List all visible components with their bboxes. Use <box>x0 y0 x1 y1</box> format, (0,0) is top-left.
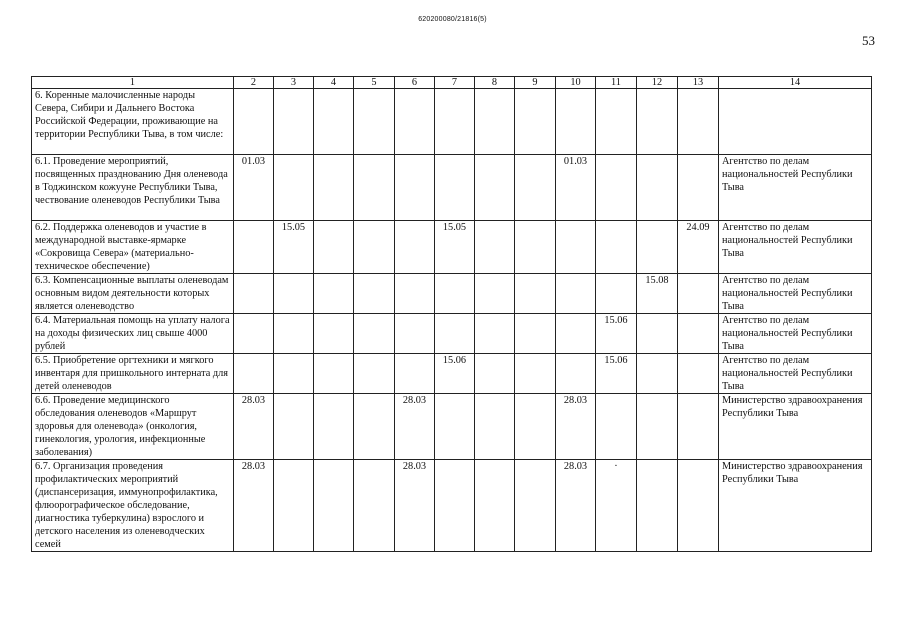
column-header: 10 <box>556 77 596 89</box>
date-cell <box>475 460 515 552</box>
date-cell <box>354 155 395 221</box>
date-cell: 15.05 <box>274 221 314 274</box>
date-cell: 28.03 <box>395 394 435 460</box>
table-row <box>32 354 872 394</box>
date-cell: 01.03 <box>556 155 596 221</box>
table-row <box>32 314 872 354</box>
date-cell: 01.03 <box>234 155 274 221</box>
date-cell <box>435 460 475 552</box>
date-cell: 15.06 <box>435 354 475 394</box>
date-cell <box>314 155 354 221</box>
date-cell <box>395 274 435 314</box>
date-cell <box>556 354 596 394</box>
date-cell <box>354 394 395 460</box>
date-cell <box>435 394 475 460</box>
date-cell <box>637 155 678 221</box>
date-cell: 28.03 <box>234 394 274 460</box>
activity-cell: 6.4. Материальная помощь на уплату налога на доходы физических лиц свыше 4000 рублей <box>32 314 234 354</box>
date-cell <box>395 354 435 394</box>
date-cell <box>637 354 678 394</box>
date-cell <box>274 274 314 314</box>
date-cell <box>637 314 678 354</box>
date-cell <box>435 155 475 221</box>
activity-cell: 6.6. Проведение медицинского обследования оленеводов «Маршрут здоровья для оленевода» (онкология, гинекология, урология, инфекционные заболевания) <box>32 394 234 460</box>
date-cell <box>475 89 515 155</box>
date-cell <box>678 354 719 394</box>
date-cell <box>515 155 556 221</box>
date-cell <box>637 460 678 552</box>
responsible-cell: Агентство по делам национальностей Республики Тыва <box>719 314 872 354</box>
date-cell <box>395 221 435 274</box>
date-cell <box>596 221 637 274</box>
date-cell <box>475 274 515 314</box>
date-cell <box>234 314 274 354</box>
table-row <box>32 221 872 274</box>
table-row <box>32 89 872 155</box>
column-header: 13 <box>678 77 719 89</box>
date-cell <box>435 314 475 354</box>
date-cell: 28.03 <box>556 394 596 460</box>
table-row <box>32 155 872 221</box>
date-cell: 15.06 <box>596 354 637 394</box>
date-cell <box>234 354 274 394</box>
date-cell <box>596 274 637 314</box>
responsible-cell: Агентство по делам национальностей Республики Тыва <box>719 155 872 221</box>
column-header: 11 <box>596 77 637 89</box>
date-cell <box>234 89 274 155</box>
column-header: 12 <box>637 77 678 89</box>
date-cell <box>475 314 515 354</box>
date-cell <box>435 89 475 155</box>
date-cell <box>354 221 395 274</box>
date-cell <box>637 221 678 274</box>
table-row <box>32 460 872 552</box>
date-cell <box>314 274 354 314</box>
date-cell <box>234 221 274 274</box>
activity-cell: 6.3. Компенсационные выплаты оленеводам основным видом деятельности которых является оленеводство <box>32 274 234 314</box>
column-header: 6 <box>395 77 435 89</box>
responsible-cell <box>719 89 872 155</box>
date-cell <box>274 89 314 155</box>
date-cell <box>314 314 354 354</box>
date-cell <box>274 314 314 354</box>
table-row <box>32 274 872 314</box>
column-header: 7 <box>435 77 475 89</box>
date-cell <box>596 155 637 221</box>
date-cell <box>475 221 515 274</box>
date-cell <box>475 155 515 221</box>
activity-cell: 6.2. Поддержка оленеводов и участие в международной выставке-ярмарке «Сокровища Севера» (материально-техническое обеспечение) <box>32 221 234 274</box>
date-cell <box>515 89 556 155</box>
date-cell <box>274 460 314 552</box>
schedule-table <box>31 76 872 552</box>
date-cell: 28.03 <box>395 460 435 552</box>
date-cell <box>475 394 515 460</box>
date-cell <box>314 394 354 460</box>
column-header: 5 <box>354 77 395 89</box>
date-cell: 15.08 <box>637 274 678 314</box>
date-cell <box>678 314 719 354</box>
page-number: 53 <box>862 33 875 48</box>
responsible-cell: Министерство здравоохранения Республики Тыва <box>719 460 872 552</box>
date-cell <box>314 89 354 155</box>
header-row <box>32 77 872 89</box>
date-cell <box>435 274 475 314</box>
date-cell <box>395 89 435 155</box>
date-cell <box>354 274 395 314</box>
column-header: 1 <box>32 77 234 89</box>
date-cell <box>556 89 596 155</box>
date-cell <box>678 89 719 155</box>
date-cell <box>314 354 354 394</box>
date-cell <box>395 314 435 354</box>
date-cell <box>395 155 435 221</box>
date-cell <box>596 89 637 155</box>
date-cell: · <box>596 460 637 552</box>
date-cell <box>234 274 274 314</box>
date-cell <box>354 354 395 394</box>
responsible-cell: Агентство по делам национальностей Республики Тыва <box>719 274 872 314</box>
date-cell <box>274 394 314 460</box>
date-cell <box>314 221 354 274</box>
date-cell <box>556 314 596 354</box>
column-header: 4 <box>314 77 354 89</box>
document-id: 620200080/21816(5) <box>418 16 487 23</box>
date-cell <box>678 394 719 460</box>
column-header: 8 <box>475 77 515 89</box>
date-cell <box>637 89 678 155</box>
date-cell: 15.06 <box>596 314 637 354</box>
date-cell: 28.03 <box>234 460 274 552</box>
date-cell: 24.09 <box>678 221 719 274</box>
date-cell <box>678 460 719 552</box>
activity-cell: 6.7. Организация проведения профилактических мероприятий (диспансеризация, иммунопрофилактика, флюорографическое обследование, диагностика туберкулина) взрослого и детского населения из оленеводческих семей <box>32 460 234 552</box>
responsible-cell: Министерство здравоохранения Республики Тыва <box>719 394 872 460</box>
activity-cell: 6.1. Проведение мероприятий, посвященных празднованию Дня оленевода в Тоджинском кожууне Республики Тыва, чествование оленеводов Республики Тыва <box>32 155 234 221</box>
date-cell <box>678 155 719 221</box>
date-cell <box>515 314 556 354</box>
date-cell <box>556 274 596 314</box>
table-row <box>32 394 872 460</box>
date-cell <box>637 394 678 460</box>
date-cell <box>596 394 637 460</box>
date-cell <box>475 354 515 394</box>
date-cell <box>354 89 395 155</box>
date-cell <box>274 354 314 394</box>
date-cell <box>515 221 556 274</box>
activity-cell: 6. Коренные малочисленные народы Севера, Сибири и Дальнего Востока Российской Федерации, проживающие на территории Республики Тыва, в том числе: <box>32 89 234 155</box>
column-header: 2 <box>234 77 274 89</box>
date-cell <box>515 354 556 394</box>
date-cell <box>314 460 354 552</box>
activity-cell: 6.5. Приобретение оргтехники и мягкого инвентаря для пришкольного интерната для детей оленеводов <box>32 354 234 394</box>
date-cell <box>515 460 556 552</box>
date-cell <box>515 274 556 314</box>
date-cell <box>274 155 314 221</box>
date-cell <box>556 221 596 274</box>
date-cell <box>678 274 719 314</box>
responsible-cell: Агентство по делам национальностей Республики Тыва <box>719 354 872 394</box>
column-header: 9 <box>515 77 556 89</box>
date-cell <box>354 460 395 552</box>
date-cell <box>515 394 556 460</box>
date-cell: 28.03 <box>556 460 596 552</box>
responsible-cell: Агентство по делам национальностей Республики Тыва <box>719 221 872 274</box>
date-cell: 15.05 <box>435 221 475 274</box>
date-cell <box>354 314 395 354</box>
column-header: 3 <box>274 77 314 89</box>
column-header: 14 <box>719 77 872 89</box>
